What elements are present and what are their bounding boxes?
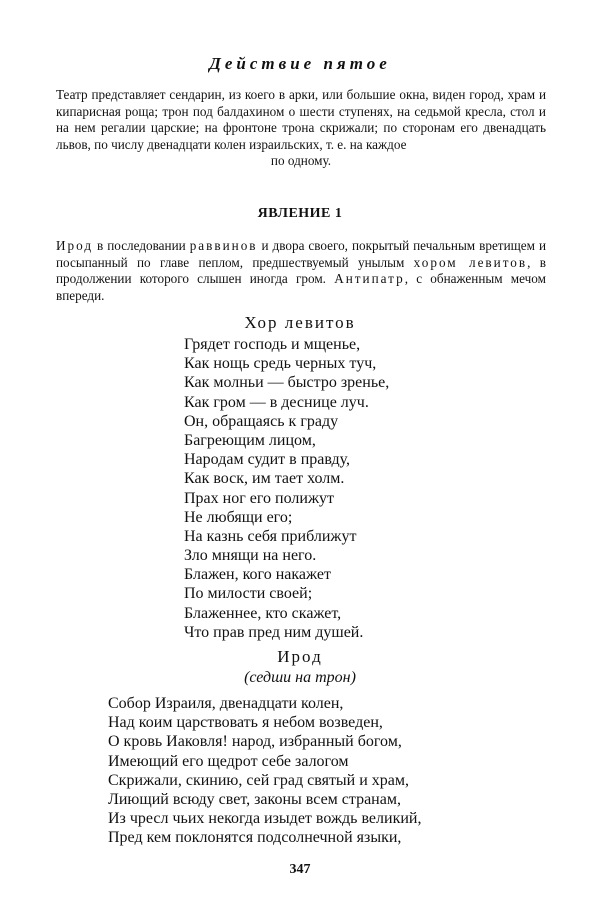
stage-direction-text: , с обнаженным мечом впереди. bbox=[56, 271, 546, 303]
character-name-herod: Ирод bbox=[56, 238, 94, 253]
verse-line: Имеющий его щедрот себе залогом bbox=[108, 752, 349, 770]
verse-line: Как молньи — быстро зренье, bbox=[184, 374, 390, 392]
stage-direction-text: в последовании bbox=[93, 238, 190, 253]
verse-line: По милости своей; bbox=[184, 585, 313, 603]
act-stage-direction bbox=[56, 87, 546, 170]
scene-title: ЯВЛЕНИЕ 1 bbox=[257, 206, 343, 221]
act-stage-direction-last-line: по одному. bbox=[270, 153, 332, 169]
verse-line: О кровь Иаковля! народ, избранный богом, bbox=[108, 733, 402, 751]
verse-line: На казнь себя приближут bbox=[184, 527, 357, 545]
stage-direction-text: и двора своего, покрытый печальным вретищем и посыпанный по главе пеплом, предшествуемый унылым bbox=[56, 238, 547, 270]
stage-direction-text: , в продолжении которого слышен иногда гром. bbox=[56, 254, 546, 287]
character-name-rabbis: раввинов bbox=[189, 238, 258, 253]
verse-line: Народам судит в правду, bbox=[184, 451, 351, 469]
herod-stage-direction: (седши на трон) bbox=[244, 669, 356, 686]
herod-verse bbox=[108, 694, 421, 848]
character-name-levites-chorus: хором левитов bbox=[413, 254, 528, 270]
verse-line: Блаженнее, кто скажет, bbox=[184, 604, 342, 622]
verse-line: Из чресл чьих некогда изыдет вождь великий, bbox=[108, 810, 422, 828]
verse-line: Что прав пред ним душей. bbox=[184, 623, 364, 641]
verse-line: Как воск, им тает холм. bbox=[184, 470, 345, 488]
speaker-herod: Ирод bbox=[277, 647, 323, 666]
scene-stage-direction bbox=[56, 238, 546, 304]
act-title: Действие пятое bbox=[209, 54, 391, 73]
verse-line: Скрижали, скинию, сей град святый и храм, bbox=[108, 771, 410, 789]
verse-line: Блажен, кого накажет bbox=[184, 566, 331, 584]
verse-line: Как нощь средь черных туч, bbox=[184, 355, 377, 373]
verse-line: Прах ног его полижут bbox=[184, 489, 334, 507]
verse-line: Лиющий всюду свет, законы всем странам, bbox=[108, 790, 401, 808]
verse-line: Как гром — в деснице луч. bbox=[184, 393, 369, 411]
chorus-verse bbox=[184, 335, 389, 642]
verse-line: Багреющим лицом, bbox=[184, 431, 316, 449]
verse-line: Над коим царствовать я небом возведен, bbox=[108, 714, 383, 732]
verse-line: Собор Израиля, двенадцати колен, bbox=[108, 695, 344, 712]
character-name-antipater: Антипатр bbox=[334, 271, 405, 287]
verse-line: Он, обращаясь к граду bbox=[184, 412, 339, 430]
act-stage-direction-body: Театр представляет сендарин, из коего в арки, или большие окна, виден город, храм и кипарисная роща; трон под балдахином о шести ступенях, на седьмой кресла, стол и на нем регалии царские; на фронтоне трона скрижали; по сторонам его двенадцать львов, по числу двенадцати колен израильских, т. е. на каждое bbox=[56, 87, 546, 152]
verse-line: Грядет господь и мщенье, bbox=[184, 336, 361, 353]
verse-line: Пред кем поклонятся подсолнечной языки, bbox=[108, 829, 402, 847]
page-number: 347 bbox=[289, 862, 311, 877]
speaker-chorus: Хор левитов bbox=[244, 313, 356, 332]
verse-line: Не любящи его; bbox=[184, 508, 293, 526]
verse-line: Зло мнящи на него. bbox=[184, 547, 317, 565]
